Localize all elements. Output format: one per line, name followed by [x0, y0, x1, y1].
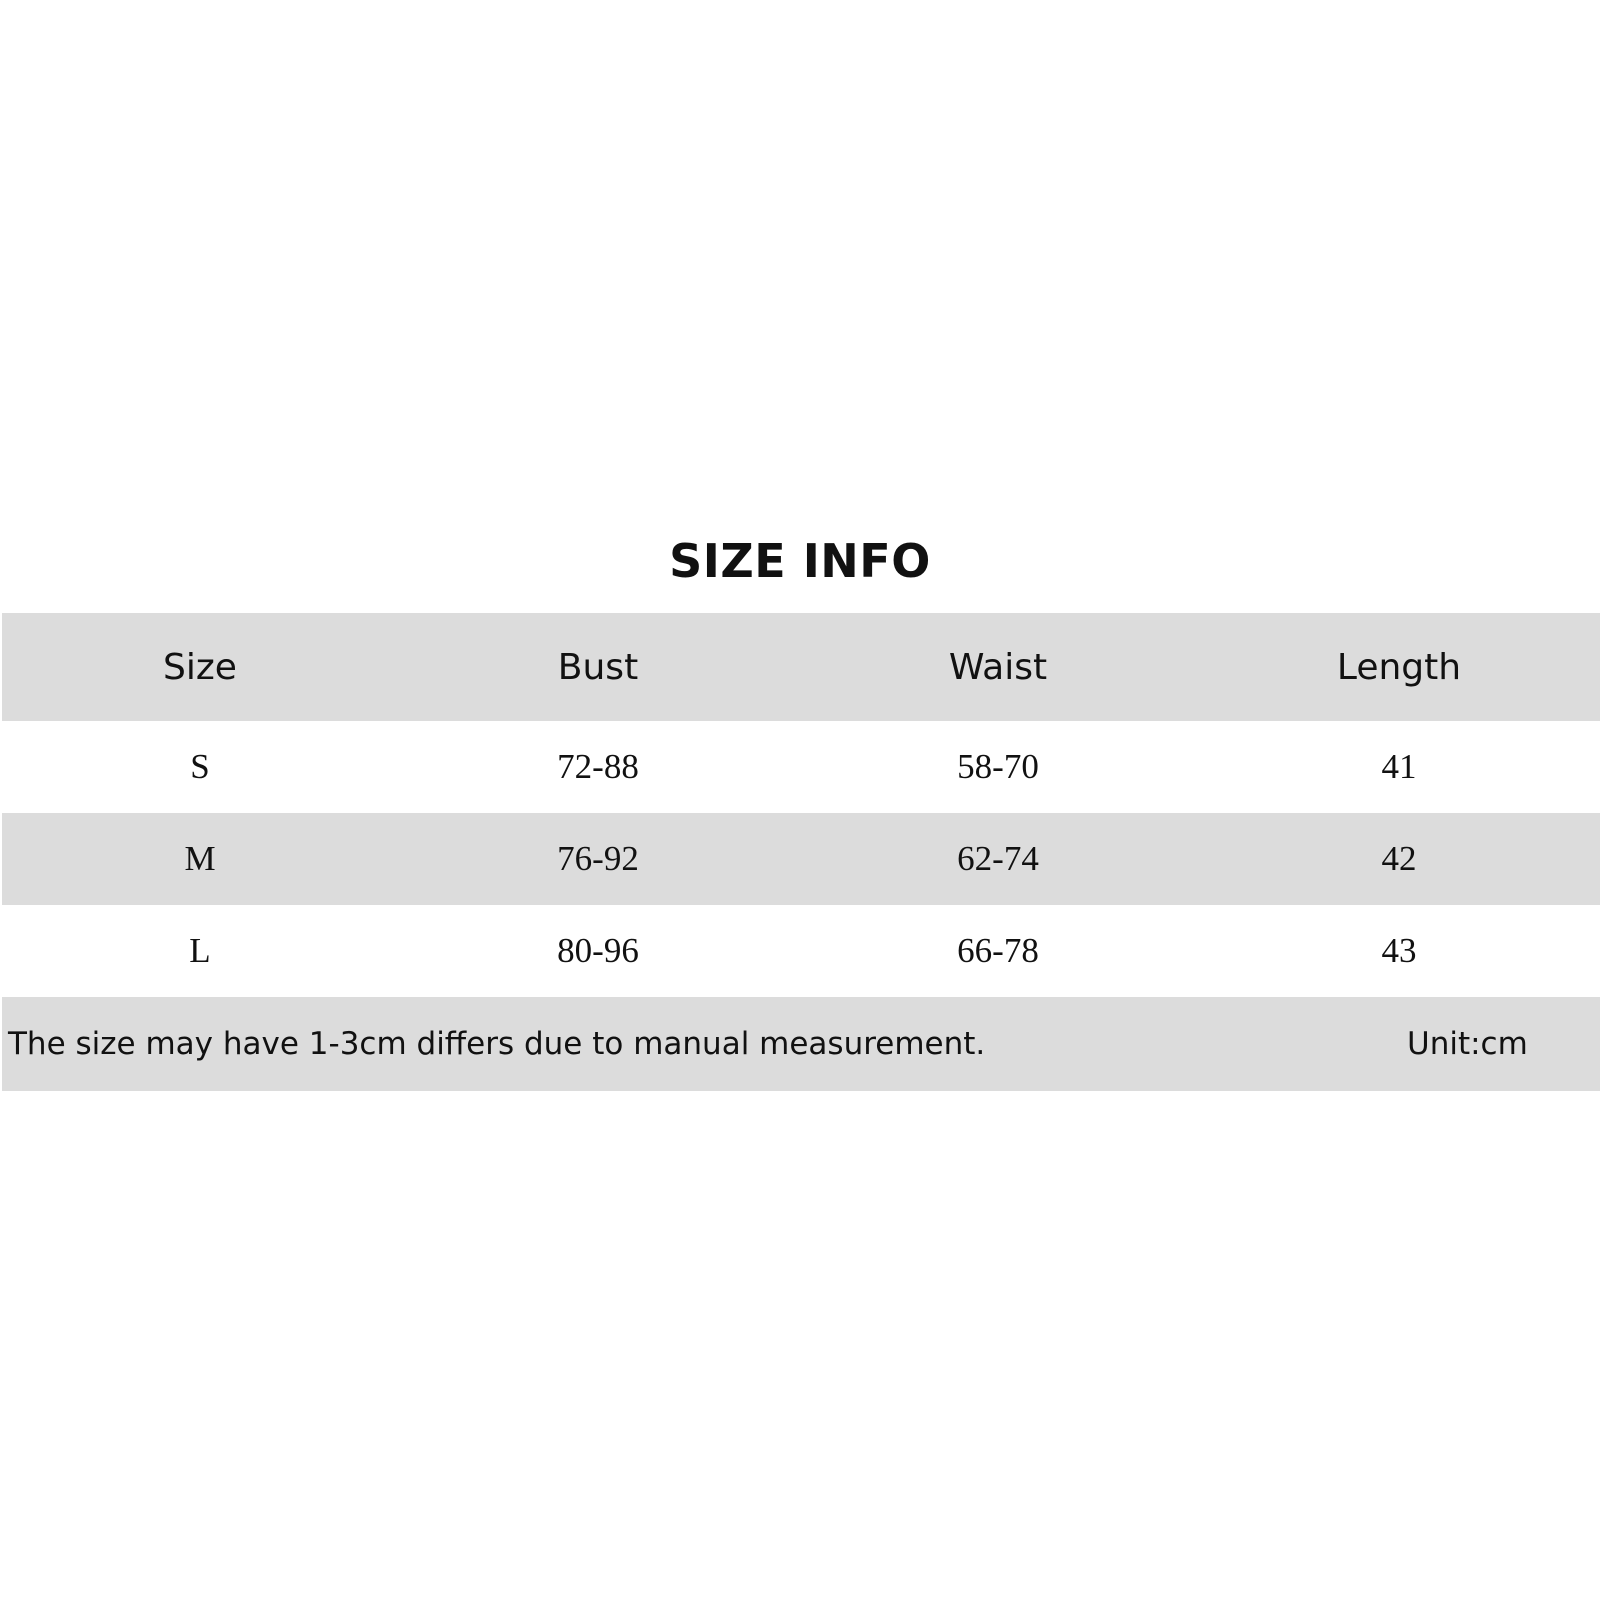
page-title: SIZE INFO	[669, 534, 931, 588]
column-header-bust: Bust	[557, 646, 639, 688]
table-footer-row	[2, 997, 1600, 1091]
cell-size: S	[190, 747, 210, 786]
cell-length: 42	[1381, 839, 1417, 878]
cell-length: 41	[1381, 747, 1417, 786]
table-row	[2, 813, 1600, 905]
cell-length: 43	[1381, 931, 1417, 970]
size-table	[2, 613, 1600, 1091]
table-row	[2, 905, 1600, 997]
cell-waist: 66-78	[957, 931, 1039, 970]
cell-waist: 58-70	[957, 747, 1039, 786]
cell-waist: 62-74	[957, 839, 1039, 878]
table-row	[2, 721, 1600, 813]
cell-size: L	[189, 931, 211, 970]
unit-label: Unit:cm	[1407, 1026, 1528, 1062]
cell-bust: 80-96	[557, 931, 639, 970]
cell-bust: 76-92	[557, 839, 639, 878]
measurement-note: The size may have 1-3cm differs due to manual measurement.	[8, 1026, 986, 1062]
column-header-length: Length	[1336, 646, 1462, 688]
column-header-size: Size	[163, 646, 237, 688]
table-header-row	[2, 613, 1600, 721]
column-header-waist: Waist	[948, 646, 1048, 688]
cell-bust: 72-88	[557, 747, 639, 786]
cell-size: M	[184, 839, 216, 878]
